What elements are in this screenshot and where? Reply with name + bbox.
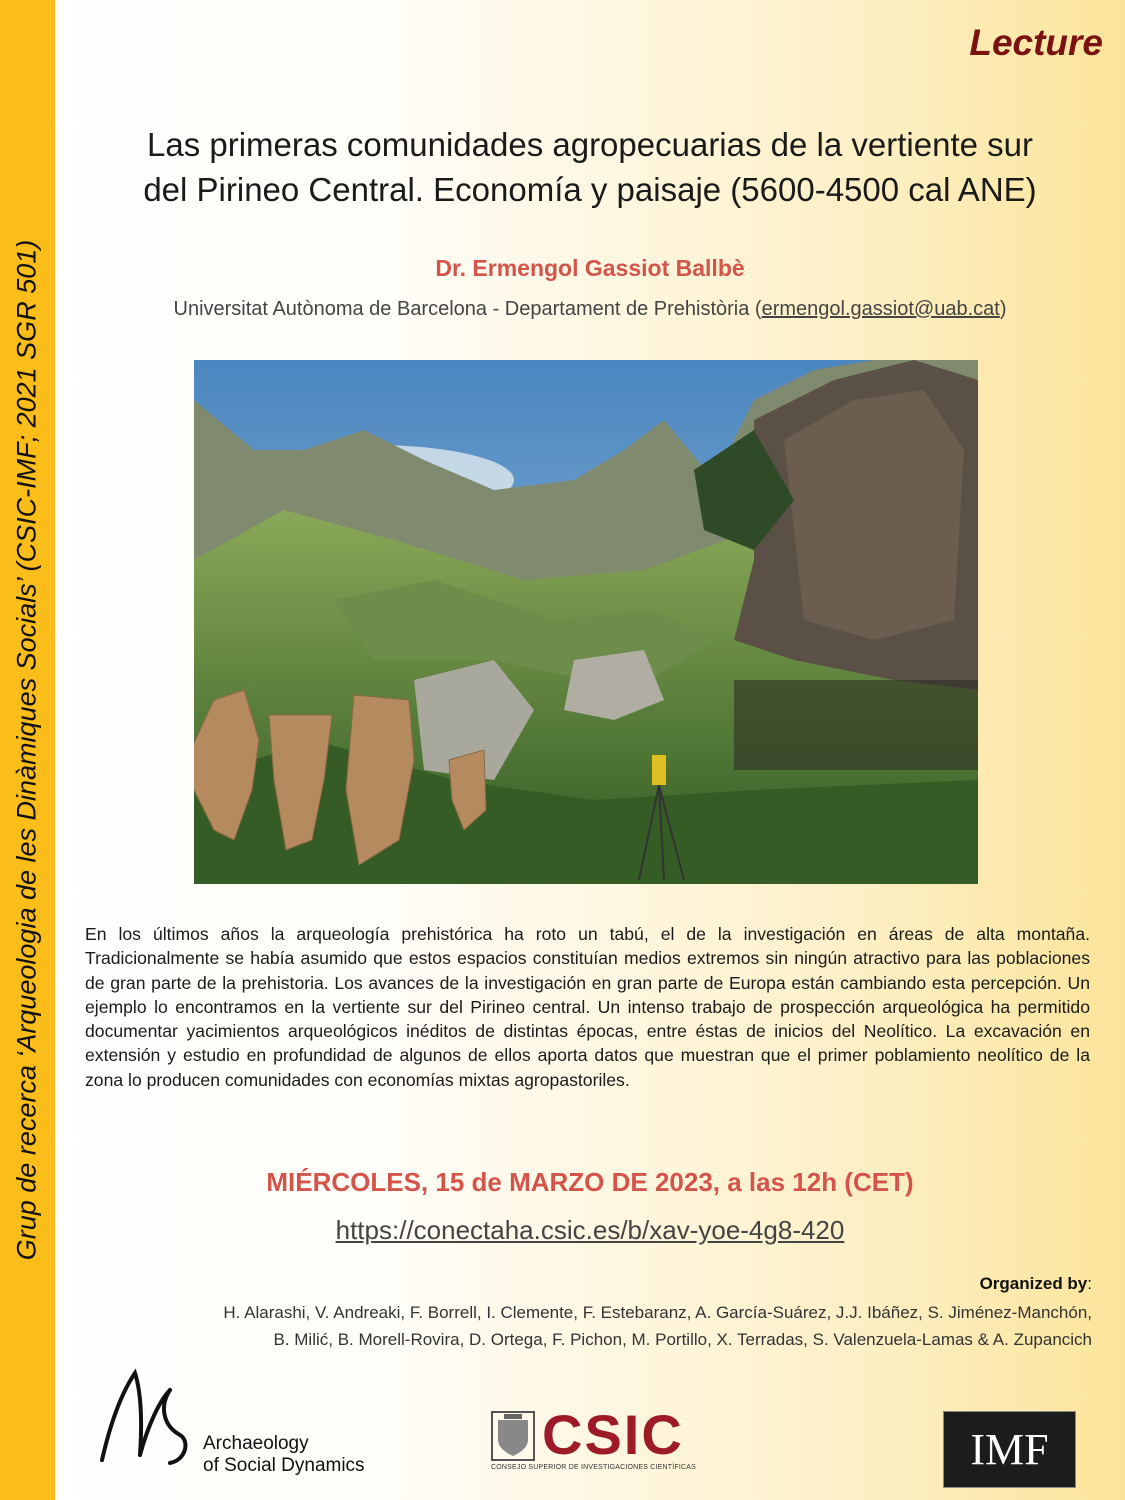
organizer-line-2: B. Milić, B. Morell-Rovira, D. Ortega, F. Pichon, M. Portillo, X. Terradas, S. Valenzuela-Lamas & A. Zupancich [273,1330,1092,1349]
sidebar-group-name: Grup de recerca ‘Arqueologia de les Dinàmiques Socials’ (CSIC-IMF; 2021 SGR 501) [11,239,42,1261]
affiliation-text: Universitat Autònoma de Barcelona - Departament de Prehistòria ( [173,298,762,320]
excavation-photo [194,360,978,884]
organized-by-label [980,1274,1092,1294]
affiliation-close: ) [999,298,1007,320]
asd-line-1: Archaeology [203,1433,309,1454]
imf-logo-text: IMF [970,1425,1049,1474]
speaker-affiliation [55,298,1125,321]
event-date: MIÉRCOLES, 15 de MARZO DE 2023, a las 12h (CET) [266,1167,914,1197]
csic-logo-text: CSIC [542,1403,684,1466]
csic-subtitle: CONSEJO SUPERIOR DE INVESTIGACIONES CIENTÍFICAS [491,1464,697,1471]
sidebar-band [0,0,55,1500]
speaker-name: Dr. Ermengol Gassiot Ballbè [435,255,745,281]
title-line-1: Las primeras comunidades agropecuarias de la vertiente sur [147,126,1033,163]
organizer-line-1: H. Alarashi, V. Andreaki, F. Borrell, I. Clemente, F. Estebaranz, A. García-Suárez, J.J. Ibáñez, S. Jiménez-Manchón, [223,1303,1092,1322]
lecture-label: Lecture [969,22,1103,63]
event-link[interactable]: https://conectaha.csic.es/b/xav-yoe-4g8-420 [335,1215,845,1245]
csic-emblem-icon [490,1410,536,1462]
organized-by-colon: : [1087,1274,1092,1293]
title-line-2: del Pirineo Central. Economía y paisaje (5600-4500 cal ANE) [143,171,1037,208]
lecture-title [60,122,1120,212]
imf-logo [943,1411,1076,1488]
abstract-text: En los últimos años la arqueología prehistórica ha roto un tabú, el de la investigación en áreas de alta montaña. Tradicionalmente se había asumido que estos espacios constituían medios extremos sin ningún atractivo para las poblaciones de gran parte de la prehistoria. Los avances de la investigación en gran parte de Europa están cambiando esta percepción. Un ejemplo lo encontramos en la vertiente sur del Pirineo central. Un intenso trabajo de prospección arqueológica ha permitido documentar yacimientos arqueológicos inéditos de distintas épocas, entre éstas de inicios del Neolítico. La excavación en extensión y estudio en profundidad de algunos de ellos aporta datos que muestran que el primer poblamiento neolítico de la zona lo producen comunidades con economías mixtas agropastoriles. [85,924,1090,1090]
organizer-names [92,1299,1092,1353]
mountain-landscape-image [194,360,978,884]
asd-logo-text [203,1433,365,1477]
organized-by-text: Organized by [979,1274,1088,1293]
speaker-email-link[interactable]: ermengol.gassiot@uab.cat [761,298,1000,320]
asd-line-2: of Social Dynamics [203,1455,365,1476]
